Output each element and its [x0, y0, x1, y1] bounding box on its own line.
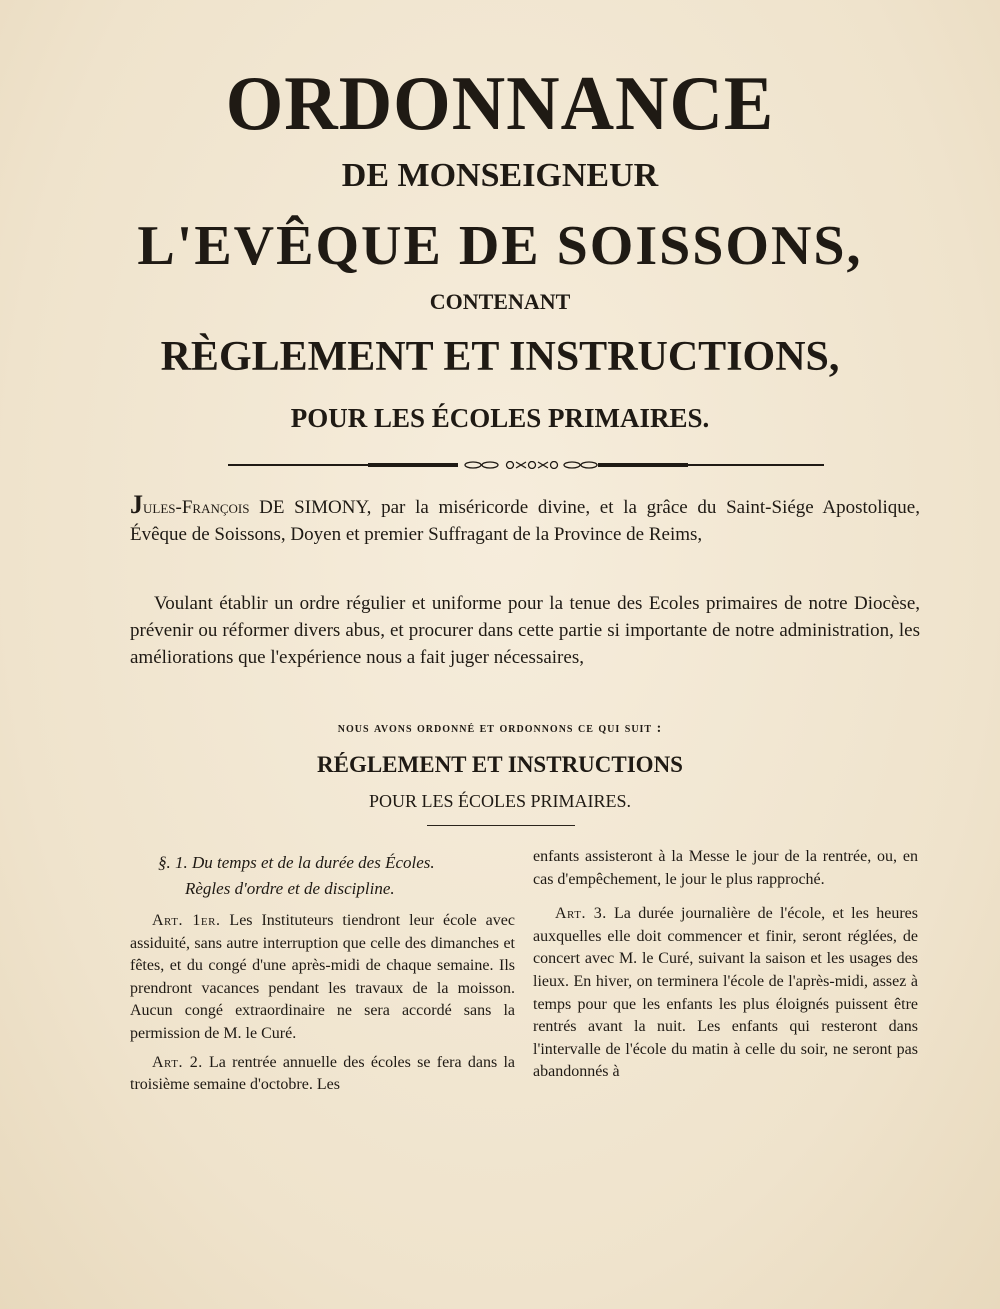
article-2-continuation: enfants assisteront à la Messe le jour de la rentrée, ou, en cas d'empêchement, le jour le plus rapproché. [533, 848, 918, 888]
section-1-heading [130, 850, 515, 902]
title-line-5: RÈGLEMENT ET INSTRUCTIONS, [160, 334, 840, 380]
article-3 [533, 903, 918, 1084]
document-title: ORDONNANCE [225, 60, 775, 148]
drop-initial: J [130, 490, 143, 519]
section-subtitle: Règles d'ordre et de discipline. [185, 879, 395, 898]
title-line-3: L'EVÊQUE DE SOISSONS, [137, 215, 863, 277]
article-label: Art. 2. [152, 1053, 203, 1071]
intro-text: DE SIMONY, par la miséricorde divine, et la grâce du Saint-Siége Apostolique, Évêque de Soissons, Doyen et premier Suffragant de la Province de Reims, [130, 497, 920, 545]
article-2 [130, 1052, 515, 1097]
article-text: La durée journalière de l'école, et les heures auxquelles elle doit commencer et finir, seront réglées, de concert avec M. le Curé, suivant la saison et les usages des lieux. En hiver, on terminera l'école de l'après-midi, assez à temps pour que les enfants les plus éloignés puissent être rentrés avant la nuit. Les enfants qui resteront dans l'intervalle de l'école du matin à celle du soir, ne seront pas abandonnés à [533, 905, 919, 1081]
right-column [533, 846, 918, 1090]
article-text: Les Instituteurs tiendront leur école avec assiduité, sans autre interruption que celle des dimanches et fêtes, et du congé d'une après-midi de chaque semaine. Ils prendront vacances pendant les travaux de la moisson. Aucun congé extraordinaire ne sera accordé sans la permission de M. le Curé. [130, 912, 515, 1042]
title-line-6: POUR LES ÉCOLES PRIMAIRES. [290, 403, 710, 433]
article-1 [130, 910, 515, 1046]
preamble-paragraph: Voulant établir un ordre régulier et uniforme pour la tenue des Ecoles primaires de notre Diocèse, prévenir ou réformer divers abus, et procurer dans cette partie si importante de notre administration, les améliorations que l'expérience nous a fait juger nécessaires, [130, 593, 920, 668]
section-title: §. 1. Du temps et de la durée des Écoles. [158, 853, 435, 872]
article-label: Art. 3. [555, 905, 607, 923]
left-column [130, 850, 515, 1103]
decree-line: nous avons ordonné et ordonnons ce qui suit : [337, 721, 663, 736]
ornamental-rule [228, 461, 824, 469]
title-line-4: CONTENANT [429, 289, 571, 314]
section-heading: RÉGLEMENT ET INSTRUCTIONS [317, 752, 683, 777]
title-line-2: DE MONSEIGNEUR [341, 157, 659, 194]
short-rule [427, 825, 575, 826]
article-label: Art. 1er. [152, 912, 221, 929]
intro-paragraph [130, 491, 920, 548]
section-subheading: POUR LES ÉCOLES PRIMAIRES. [368, 791, 632, 811]
article-text: La rentrée annuelle des écoles se fera dans la troisième semaine d'octobre. Les [130, 1053, 516, 1094]
author-name: ules-François [143, 497, 250, 518]
